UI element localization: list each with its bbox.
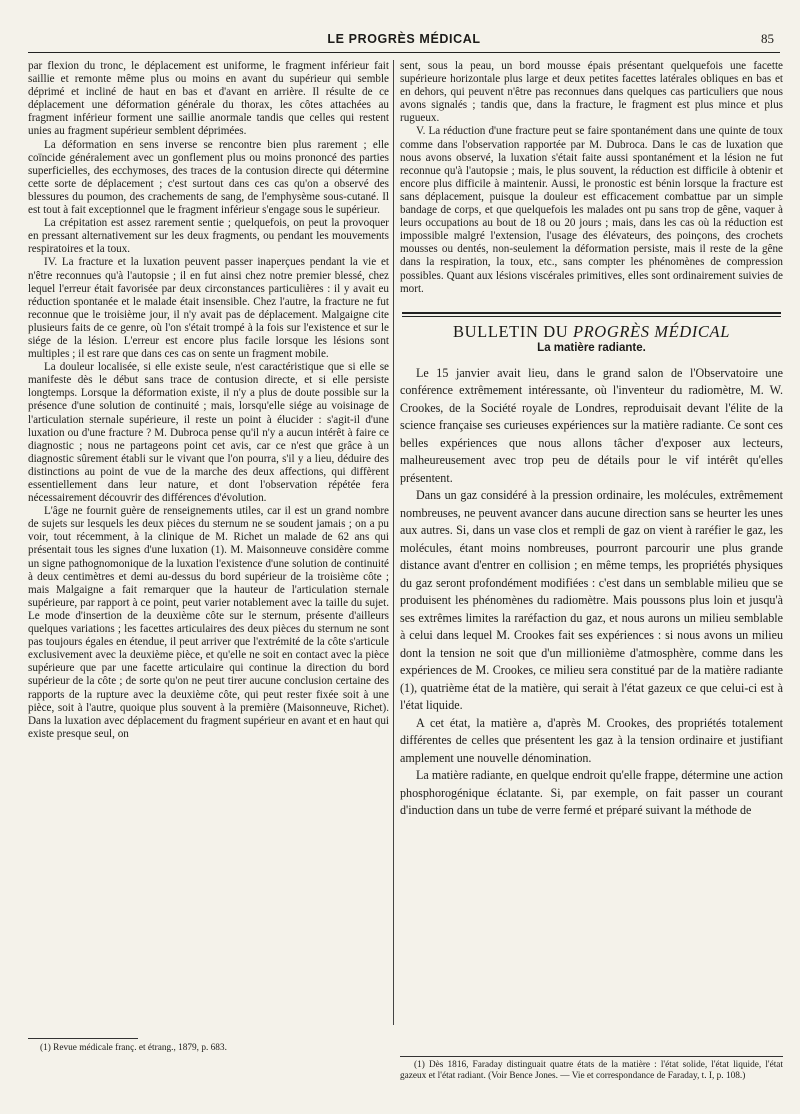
running-title: LE PROGRÈS MÉDICAL <box>327 32 481 46</box>
footnote-rule <box>400 1056 783 1057</box>
left-paragraph: L'âge ne fournit guère de renseignements utiles, car il est un grand nombre de sujets sur lesquels les deux pièces du sternum ne se soudent jamais ; on a pu voir, tout récemment, à la clinique de M. Richet un malade de 62 ans qui présentait tous les signes d'une luxation (1). M. Maisonneuve considère comme un signe pathognomonique de la luxation l'existence d'une solution de continuité à deux centimètres et demi au-dessus du bord supérieur de la troisième côte ; mais Malgaigne a fait remarquer que la hauteur de l'articulation sternale supérieure, par rapport à ce point, peut varier notablement avec la taille du sujet. Le mode d'insertion de la deuxième côte sur le sternum, présente d'ailleurs quelques variations ; les facettes articulaires des deux pièces du sternum ne sont pas toujours égales en étendue, il peut arriver que l'extrémité de la côte s'articule exclusivement avec la deuxième pièce, et qu'elle ne soit en contact avec la pièce supérieure que par une facette articulaire qui continue la direction du bord supérieur de la côte ; de sorte qu'on ne peut tirer aucune conclusion certaine des rapports de la rupture avec la deuxième côte, qui peut rester fixée soit à une pièce, soit à l'autre, quoique plus souvent à la première (Maisonneuve, Richet). Dans la luxation avec déplacement du fragment supérieur en avant et en haut qui existe presque seul, on <box>28 505 389 740</box>
left-paragraph: La déformation en sens inverse se rencontre bien plus rarement ; elle coïncide généralement avec un gonflement plus ou moins prononcé des parties superficielles, des ecchymoses, des traces de la contusion directe qui détermine cette sorte de déplacement ; c'est surtout dans ces cas qu'on a observé des blessures du poumon, des crachements de sang, de l'emphysème sous-cutané. Il est tout à fait exceptionnel que le fragment inférieur s'engage sous le supérieur. <box>28 138 389 217</box>
right-paragraph: V. La réduction d'une fracture peut se faire spontanément dans une quinte de toux comme dans l'observation rapportée par M. Dubroca. Dans le cas de luxation que nous avons observé, la luxation s'était faite aussi spontanément et la lésion ne fut reconnue qu'à l'autopsie ; mais, le plus souvent, la réduction est difficile à obtenir et encore plus difficile à maintenir. Aussi, le pronostic est bénin lorsque la fracture est sans déplacement, puisque la douleur est efficacement combattue par un simple bandage de corps, et que quelquefois les malades ont pu sans trop de gêne, vaquer à leurs occupations au bout de 18 ou 20 jours ; mais, dans les cas où la réduction est impossible malgré l'extension, l'usage des élévateurs, des poinçons, des crochets mousses ou dentés, non-seulement la déformation persiste, mais il reste de la gêne dans la respiration, la toux, etc., sans compter les phénomènes de compression possibles. Quant aux lésions viscérales primitives, elles sont ordinairement suivies de mort. <box>400 125 783 295</box>
bulletin-heading-italic: PROGRÈS MÉDICAL <box>572 321 730 341</box>
section-rule <box>402 312 781 317</box>
left-paragraph: IV. La fracture et la luxation peuvent passer inaperçues pendant la vie et n'être reconnues qu'à l'autopsie ; il en fut ainsi chez notre premier blessé, chez lequel l'erreur était favorisée par deux circonstances particulières : il y avait eu réduction spontanée et le malade était insensible. Chez l'autre, la fracture ne fut reconnue que le troisième jour, il n'y avait pas de déplacement. Malgaigne cite plusieurs faits de ce genre, où l'on s'était trompé à la fois sur l'existence et sur le siége de la lésion. L'erreur est encore plus facile lorsque les lésions sont multiples ; il est rare que dans ces cas on sente un fragment mobile. <box>28 256 389 361</box>
article-paragraph: Dans un gaz considéré à la pression ordinaire, les molécules, extrêmement nombreuses, ne peuvent avancer dans aucune direction sans se heurter les unes aux autres. Si, dans un vase clos et rempli de gaz on vient à raréfier le gaz, les molécules, étant moins nombreuses, pourront parcourir une plus grande distance avant d'entrer en collision ; en même temps, les propriétés physiques du gaz seront profondément modifiées : c'est dans un semblable milieu que se produisent les phénomènes du radiomètre. Mais poussons plus loin et jusqu'à ses extrêmes limites la raréfaction du gaz, et nous aurons un milieu semblable à celui dans lequel M. Crookes fait ses expériences : si nous avons un milieu dont la tension ne soit que d'un millionième d'atmosphère, comme dans les expériences de M. Crookes, ce milieu sera constitué par de la matière radiante (1), quatrième état de la matière, qui serait à l'état gazeux ce que celui-ci est à l'état liquide. <box>400 488 783 713</box>
bulletin-heading <box>400 321 783 341</box>
footnote-rule <box>28 1038 138 1039</box>
left-paragraph: par flexion du tronc, le déplacement est uniforme, le fragment inférieur fait saillie et remonte même plus ou moins en avant du supérieur qui semble déprimé et incliné de haut en bas et d'avant en arrière. Il résulte de ce déplacement une déformation générale du thorax, les côtes attachées au fragment inférieur forment une saillie anormale tandis que celles qui restent unies au fragment supérieur semblent déprimées. <box>28 60 389 138</box>
right-paragraph: sent, sous la peau, un bord mousse épais présentant quelquefois une facette supérieure horizontale plus large et deux petites facettes latérales obliques en bas et en dehors, qui peuvent n'être pas reconnues dans quelques cas particuliers que nous avons signalés ; tandis que, dans la fracture, le fragment est plus mince et plus rugueux. <box>400 60 783 125</box>
article-paragraph: La matière radiante, en quelque endroit qu'elle frappe, détermine une action phosphorogénique éclatante. Si, par exemple, on fait passer un courant d'induction dans un tube de verre fermé et préparé suivant la méthode de <box>400 768 783 818</box>
left-column <box>28 60 389 1030</box>
right-footnote: (1) Dès 1816, Faraday distinguait quatre états de la matière : l'état solide, l'état liquide, l'état gazeux et l'état radiant. (Voir Bence Jones. — Vie et correspondance de Faraday, t. I, p. 108.) <box>400 1060 783 1082</box>
page-number: 85 <box>761 31 774 46</box>
left-footnote: (1) Revue médicale franç. et étrang., 1879, p. 683. <box>40 1043 227 1053</box>
bulletin-heading-plain: BULLETIN DU <box>453 321 573 341</box>
left-paragraph: La crépitation est assez rarement sentie ; quelquefois, on peut la provoquer en pressant alternativement sur les deux fragments, ou pendant les mouvements respiratoires et la toux. <box>28 217 389 256</box>
right-column <box>400 60 783 1050</box>
article-paragraph: A cet état, la matière a, d'après M. Crookes, des propriétés totalement différentes de celles que présentent les gaz à la tension ordinaire et justifiant amplement une nouvelle dénomination. <box>400 715 783 765</box>
left-paragraph: La douleur localisée, si elle existe seule, n'est caractéristique que si elle se manifeste dès le début sans trace de contusion directe, et si elle persiste longtemps. Lorsque la déformation existe, il n'y a plus de doute possible sur la présence d'une solution de continuité ; mais, lorsqu'elle siége au voisinage de l'articulation sternale supérieure, il reste un point à élucider : s'agit-il d'une luxation ou d'une fracture ? M. Dubroca pense qu'il n'y a aucun intérêt à faire ce diagnostic ; nous ne partageons point cet avis, car ce n'est que grâce à un diagnostic sûrement établi sur le vivant que l'on pourra, s'il y a lieu, déduire des distinctions au point de vue de la marche des deux affections, qui diffèrent essentiellement dans leur nature, et dont l'observation répétée fera nécessairement découvrir des différences d'évolution. <box>28 361 389 505</box>
article-paragraph: Le 15 janvier avait lieu, dans le grand salon de l'Observatoire une conférence extrêmement intéressante, où l'inventeur du radiomètre, M. W. Crookes, de la Société royale de Londres, reproduisait devant l'élite de la science française ses curieuses expériences sur la matière radiante. Ce sont ces belles expériences que nous allons tâcher d'exposer aux lecteurs, malheureusement avec trop peu de détails pour le vif intérêt qu'elles présentent. <box>400 365 783 485</box>
article-body <box>400 365 783 820</box>
article-subtitle: La matière radiante. <box>537 341 646 354</box>
column-divider <box>393 60 394 1025</box>
running-header <box>28 30 780 53</box>
